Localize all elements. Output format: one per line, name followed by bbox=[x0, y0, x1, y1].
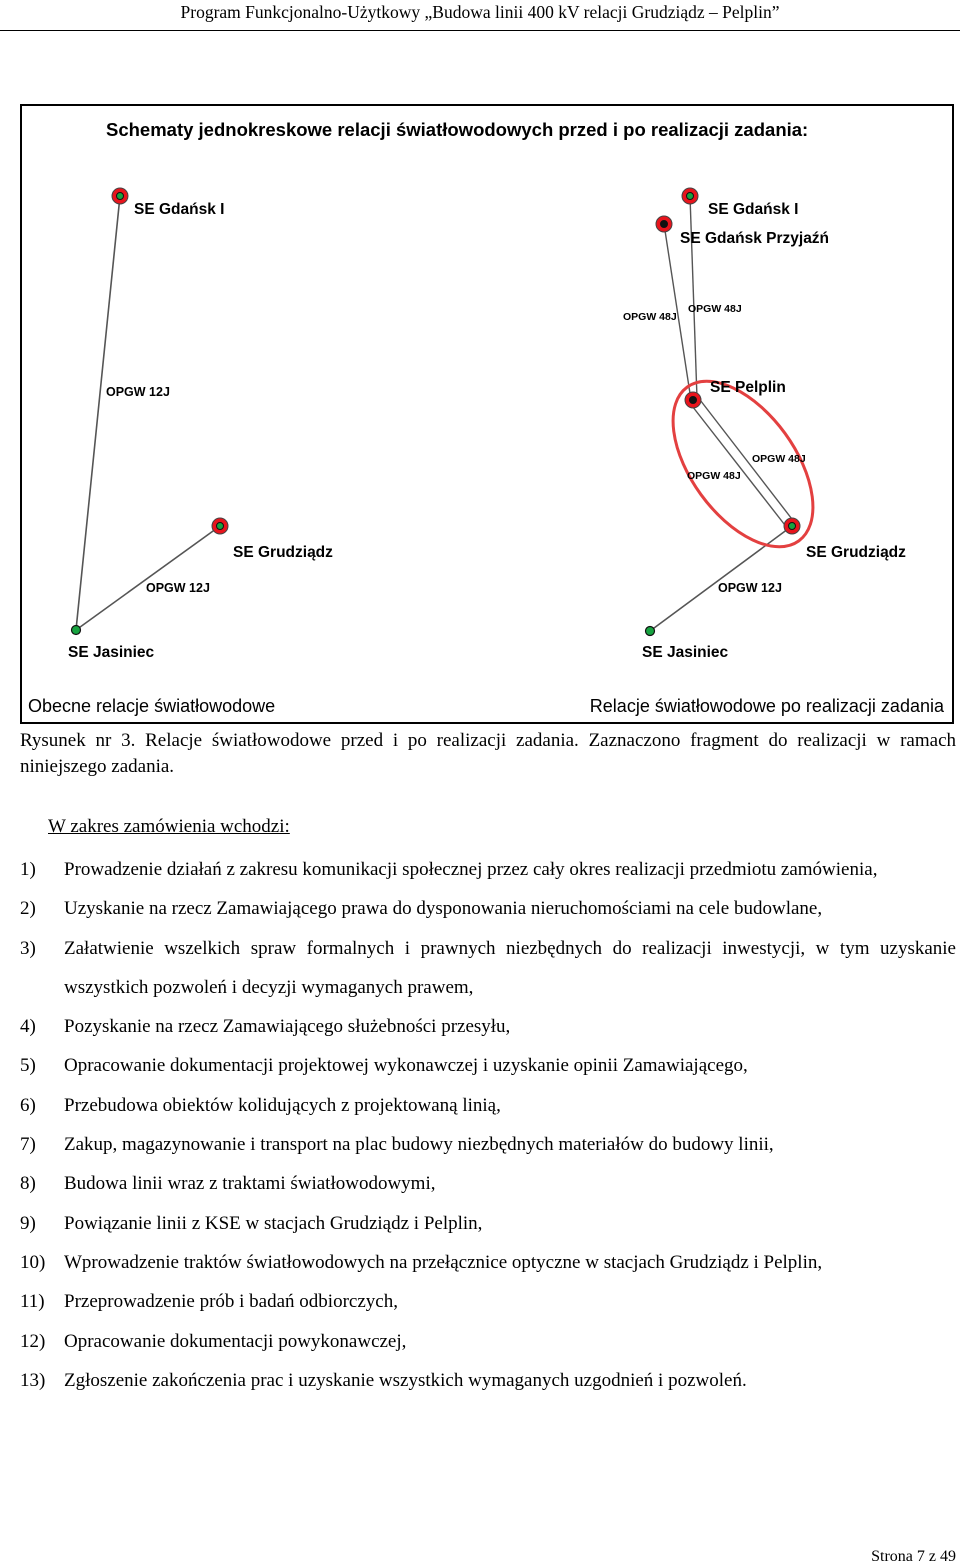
item-text: Przebudowa obiektów kolidujących z projektowaną linią, bbox=[64, 1094, 501, 1116]
scope-list bbox=[20, 850, 956, 1400]
station-green-icon bbox=[72, 626, 81, 635]
item-text: Załatwienie wszelkich spraw formalnych i prawnych niezbędnych do realizacji inwestycji, w tym uzyskanie wszystkich pozwoleń i decyzji wymaganych prawem, bbox=[64, 937, 956, 998]
list-item bbox=[20, 850, 956, 889]
link-label: OPGW 12J bbox=[718, 581, 782, 595]
list-item bbox=[20, 929, 956, 1008]
list-item bbox=[20, 889, 956, 928]
link-label: OPGW 48J bbox=[623, 311, 677, 323]
station-red-icon bbox=[112, 188, 128, 204]
link-label: OPGW 48J bbox=[687, 470, 741, 482]
item-text: Uzyskanie na rzecz Zamawiającego prawa do dysponowania nieruchomościami na cele budowlane, bbox=[64, 898, 823, 920]
link-label: OPGW 12J bbox=[146, 581, 210, 595]
figure-title: Schematy jednokreskowe relacji światłowodowych przed i po realizacji zadania: bbox=[106, 119, 809, 140]
list-item bbox=[20, 1046, 956, 1085]
fiber-relations-figure bbox=[20, 104, 954, 724]
item-text: Powiązanie linii z KSE w stacjach Grudziądz i Pelplin, bbox=[64, 1212, 483, 1234]
item-number: 7) bbox=[20, 1134, 36, 1156]
item-number: 5) bbox=[20, 1055, 36, 1077]
link-label: OPGW 48J bbox=[752, 453, 806, 465]
list-item bbox=[20, 1322, 956, 1361]
item-text: Opracowanie dokumentacji powykonawczej, bbox=[64, 1330, 407, 1352]
station-label-pelplin: SE Pelplin bbox=[710, 379, 786, 396]
list-item bbox=[20, 1204, 956, 1243]
list-item bbox=[20, 1086, 956, 1125]
station-label-grudziadz: SE Grudziądz bbox=[233, 544, 333, 561]
item-number: 6) bbox=[20, 1094, 36, 1116]
item-number: 12) bbox=[20, 1330, 46, 1352]
list-item bbox=[20, 1007, 956, 1046]
link-label: OPGW 12J bbox=[106, 385, 170, 399]
item-number: 2) bbox=[20, 898, 36, 920]
item-text: Wprowadzenie traktów światłowodowych na przełącznice optyczne w stacjach Grudziądz i Pelplin, bbox=[64, 1251, 823, 1273]
station-red-icon bbox=[212, 518, 228, 534]
list-item bbox=[20, 1243, 956, 1282]
item-number: 8) bbox=[20, 1173, 36, 1195]
list-item bbox=[20, 1282, 956, 1321]
item-text: Przeprowadzenie prób i badań odbiorczych, bbox=[64, 1291, 398, 1313]
item-text: Zgłoszenie zakończenia prac i uzyskanie wszystkich wymaganych uzgodnień i pozwoleń. bbox=[64, 1369, 747, 1391]
right-scheme-caption: Relacje światłowodowe po realizacji zadania bbox=[589, 696, 944, 716]
station-label-gdansk: SE Gdańsk I bbox=[708, 201, 799, 218]
page-number: Strona 7 z 49 bbox=[871, 1548, 956, 1565]
left-scheme-caption: Obecne relacje światłowodowe bbox=[28, 696, 276, 716]
station-label-grudziadz: SE Grudziądz bbox=[806, 544, 906, 561]
item-number: 1) bbox=[20, 859, 36, 880]
station-label-gdansk: SE Gdańsk I bbox=[134, 201, 225, 218]
item-text: Opracowanie dokumentacji projektowej wykonawczej i uzyskanie opinii Zamawiającego, bbox=[64, 1055, 748, 1077]
item-text: Zakup, magazynowanie i transport na plac budowy niezbędnych materiałów do budowy linii, bbox=[64, 1134, 774, 1156]
figure-frame bbox=[21, 105, 953, 723]
station-green-icon bbox=[646, 627, 655, 636]
item-number: 9) bbox=[20, 1212, 36, 1234]
item-number: 3) bbox=[20, 937, 36, 959]
station-label-jasiniec: SE Jasiniec bbox=[68, 644, 155, 661]
list-item bbox=[20, 1125, 956, 1164]
station-label-gdansk-przyjazn: SE Gdańsk Przyjaźń bbox=[680, 230, 830, 247]
item-number: 4) bbox=[20, 1016, 36, 1038]
item-number: 11) bbox=[20, 1291, 45, 1313]
item-number: 13) bbox=[20, 1369, 46, 1391]
figure-caption: Rysunek nr 3. Relacje światłowodowe przed i po realizacji zadania. Zaznaczono fragment do realizacji w ramach niniejszego zadania. bbox=[20, 730, 956, 777]
list-item bbox=[20, 1164, 956, 1203]
station-red-icon bbox=[685, 392, 701, 408]
item-text: Pozyskanie na rzecz Zamawiającego służebności przesyłu, bbox=[64, 1016, 511, 1038]
link-label: OPGW 48J bbox=[688, 303, 742, 315]
station-red-icon bbox=[656, 216, 672, 232]
page-header bbox=[0, 0, 960, 31]
list-item bbox=[20, 1361, 956, 1400]
item-number: 10) bbox=[20, 1251, 46, 1273]
diagram-svg bbox=[20, 104, 954, 724]
item-text: Budowa linii wraz z traktami światłowodowymi, bbox=[64, 1173, 436, 1195]
station-label-jasiniec: SE Jasiniec bbox=[642, 644, 729, 661]
station-red-icon bbox=[784, 518, 800, 534]
header-title: Program Funkcjonalno-Użytkowy „Budowa linii 400 kV relacji Grudziądz – Pelplin” bbox=[180, 2, 780, 22]
station-red-icon bbox=[682, 188, 698, 204]
item-text: Prowadzenie działań z zakresu komunikacji społecznej przez cały okres realizacji przedmiotu zamówienia, bbox=[64, 859, 878, 880]
scope-heading: W zakres zamówienia wchodzi: bbox=[48, 816, 290, 837]
